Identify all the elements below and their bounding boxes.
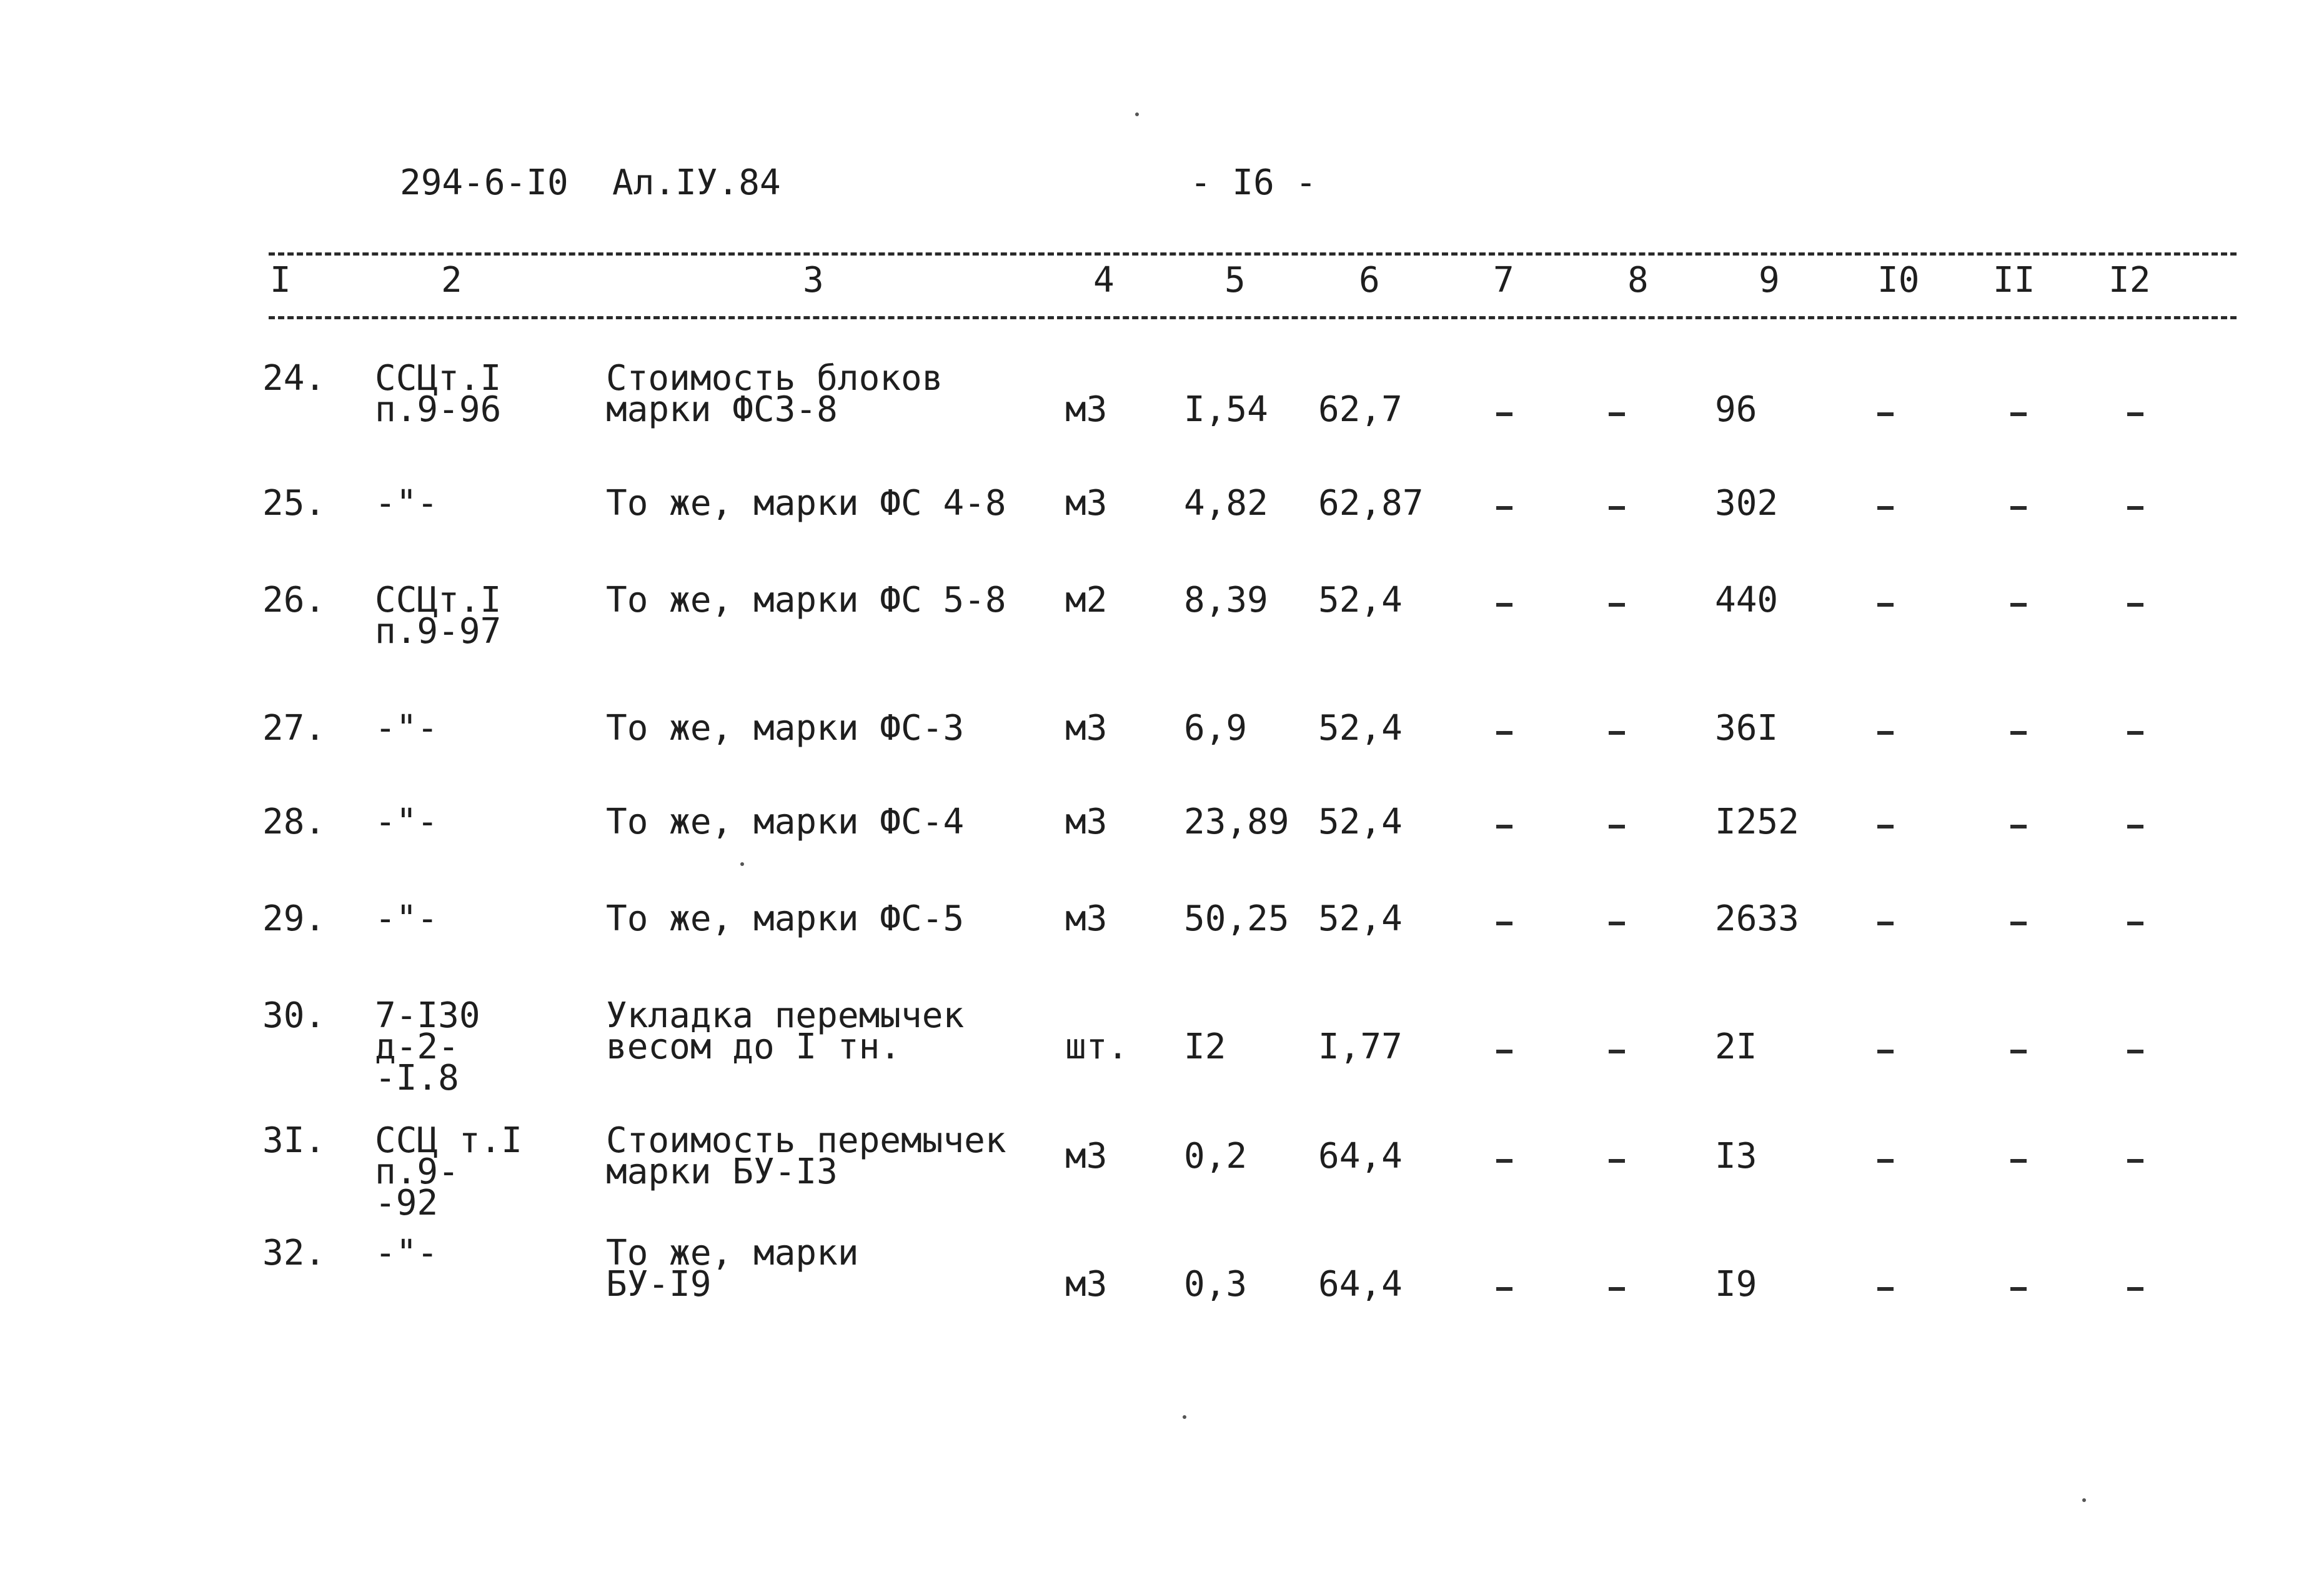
empty-dash-c7: [1496, 603, 1512, 607]
empty-dash-c11: [2010, 1287, 2027, 1291]
total-cost-cell: 2I: [1715, 1027, 1757, 1067]
quantity-cell: 23,89: [1184, 802, 1289, 842]
unit-price-cell: 62,7: [1318, 389, 1403, 430]
column-number: 6: [1359, 260, 1380, 301]
norm-reference: -"-: [375, 898, 439, 939]
row-number: 25.: [262, 483, 326, 524]
empty-dash-c8: [1609, 922, 1625, 925]
column-number: I0: [1877, 260, 1920, 301]
empty-dash-c7: [1496, 1159, 1512, 1163]
quantity-cell: 0,2: [1184, 1136, 1248, 1177]
empty-dash-c12: [2127, 1287, 2143, 1291]
quantity-cell: 6,9: [1184, 708, 1248, 749]
norm-reference: п.9-96: [375, 389, 502, 430]
empty-dash-c11: [2010, 603, 2027, 607]
norm-reference: -"-: [375, 802, 439, 842]
norm-reference: -"-: [375, 483, 439, 524]
norm-reference: ССЦ т.I: [375, 1120, 523, 1161]
row-number: 30.: [262, 995, 326, 1036]
unit-price-cell: I,77: [1318, 1027, 1403, 1067]
row-number: 24.: [262, 358, 326, 399]
empty-dash-c12: [2127, 731, 2143, 735]
column-number: I2: [2108, 260, 2151, 301]
empty-dash-c12: [2127, 1050, 2143, 1053]
header-top-rule: [269, 252, 2237, 256]
total-cost-cell: 36I: [1715, 708, 1779, 749]
empty-dash-c8: [1609, 731, 1625, 735]
work-description: То же, марки ФС 5-8: [606, 580, 1006, 620]
row-number: 26.: [262, 580, 326, 620]
column-number: 3: [803, 260, 824, 301]
empty-dash-c10: [1877, 1287, 1894, 1291]
unit-cell: шт.: [1065, 1027, 1129, 1067]
column-number: 8: [1627, 260, 1649, 301]
unit-cell: м3: [1065, 802, 1108, 842]
unit-price-cell: 64,4: [1318, 1136, 1403, 1177]
empty-dash-c10: [1877, 1050, 1894, 1053]
empty-dash-c8: [1609, 1050, 1625, 1053]
total-cost-cell: 302: [1715, 483, 1779, 524]
unit-cell: м3: [1065, 1264, 1108, 1305]
quantity-cell: 0,3: [1184, 1264, 1248, 1305]
unit-price-cell: 64,4: [1318, 1264, 1403, 1305]
quantity-cell: I2: [1184, 1027, 1226, 1067]
row-number: 32.: [262, 1233, 326, 1273]
norm-reference: 7-I30: [375, 995, 480, 1036]
norm-reference: -92: [375, 1183, 439, 1223]
work-description: БУ-I9: [606, 1264, 712, 1305]
empty-dash-c8: [1609, 412, 1625, 416]
empty-dash-c10: [1877, 825, 1894, 828]
empty-dash-c10: [1877, 922, 1894, 925]
work-description: марки БУ-I3: [606, 1152, 838, 1192]
empty-dash-c7: [1496, 506, 1512, 510]
unit-price-cell: 52,4: [1318, 580, 1403, 620]
row-number: 28.: [262, 802, 326, 842]
empty-dash-c11: [2010, 922, 2027, 925]
norm-reference: д-2-: [375, 1027, 459, 1067]
quantity-cell: 8,39: [1184, 580, 1268, 620]
unit-cell: м3: [1065, 1136, 1108, 1177]
work-description: То же, марки ФС-5: [606, 898, 965, 939]
norm-reference: -"-: [375, 1233, 439, 1273]
norm-reference: ССЦт.I: [375, 358, 502, 399]
empty-dash-c8: [1609, 825, 1625, 828]
unit-price-cell: 52,4: [1318, 898, 1403, 939]
norm-reference: п.9-97: [375, 611, 502, 652]
column-number: 7: [1493, 260, 1514, 301]
work-description: То же, марки ФС 4-8: [606, 483, 1006, 524]
norm-reference: п.9-: [375, 1152, 459, 1192]
album-reference: Ал.IУ.84: [612, 162, 781, 203]
unit-price-cell: 52,4: [1318, 708, 1403, 749]
work-description: То же, марки ФС-3: [606, 708, 965, 749]
column-number: 4: [1093, 260, 1115, 301]
empty-dash-c12: [2127, 922, 2143, 925]
quantity-cell: I,54: [1184, 389, 1268, 430]
empty-dash-c10: [1877, 603, 1894, 607]
empty-dash-c7: [1496, 1287, 1512, 1291]
total-cost-cell: 440: [1715, 580, 1779, 620]
document-code: 294-6-I0: [400, 162, 569, 203]
total-cost-cell: I252: [1715, 802, 1799, 842]
norm-reference: ССЦт.I: [375, 580, 502, 620]
unit-cell: м3: [1065, 483, 1108, 524]
total-cost-cell: 2633: [1715, 898, 1799, 939]
empty-dash-c10: [1877, 731, 1894, 735]
unit-cell: м3: [1065, 708, 1108, 749]
empty-dash-c11: [2010, 825, 2027, 828]
header-bottom-rule: [269, 316, 2237, 319]
unit-price-cell: 52,4: [1318, 802, 1403, 842]
scan-speck: [1135, 112, 1139, 116]
empty-dash-c7: [1496, 731, 1512, 735]
row-number: 29.: [262, 898, 326, 939]
empty-dash-c12: [2127, 825, 2143, 828]
empty-dash-c12: [2127, 506, 2143, 510]
row-number: 27.: [262, 708, 326, 749]
total-cost-cell: I3: [1715, 1136, 1757, 1177]
empty-dash-c10: [1877, 506, 1894, 510]
quantity-cell: 4,82: [1184, 483, 1268, 524]
empty-dash-c12: [2127, 412, 2143, 416]
column-number: 2: [441, 260, 462, 301]
norm-reference: -"-: [375, 708, 439, 749]
work-description: Укладка перемычек: [606, 995, 965, 1036]
empty-dash-c11: [2010, 731, 2027, 735]
work-description: То же, марки: [606, 1233, 859, 1273]
empty-dash-c7: [1496, 412, 1512, 416]
column-number: I: [270, 260, 291, 301]
column-number: 9: [1759, 260, 1780, 301]
empty-dash-c12: [2127, 603, 2143, 607]
total-cost-cell: 96: [1715, 389, 1757, 430]
work-description: То же, марки ФС-4: [606, 802, 965, 842]
scan-speck: [2082, 1498, 2086, 1502]
empty-dash-c8: [1609, 1159, 1625, 1163]
empty-dash-c8: [1609, 1287, 1625, 1291]
work-description: весом до I тн.: [606, 1027, 901, 1067]
empty-dash-c11: [2010, 1050, 2027, 1053]
row-number: 3I.: [262, 1120, 326, 1161]
column-number: II: [1993, 260, 2035, 301]
empty-dash-c11: [2010, 506, 2027, 510]
empty-dash-c8: [1609, 603, 1625, 607]
norm-reference: -I.8: [375, 1058, 459, 1098]
empty-dash-c7: [1496, 1050, 1512, 1053]
unit-cell: м2: [1065, 580, 1108, 620]
work-description: Стоимость блоков: [606, 358, 943, 399]
quantity-cell: 50,25: [1184, 898, 1289, 939]
empty-dash-c10: [1877, 412, 1894, 416]
total-cost-cell: I9: [1715, 1264, 1757, 1305]
unit-price-cell: 62,87: [1318, 483, 1424, 524]
empty-dash-c7: [1496, 825, 1512, 828]
empty-dash-c12: [2127, 1159, 2143, 1163]
empty-dash-c8: [1609, 506, 1625, 510]
scan-speck: [1183, 1415, 1186, 1419]
empty-dash-c11: [2010, 1159, 2027, 1163]
work-description: марки ФС3-8: [606, 389, 838, 430]
empty-dash-c11: [2010, 412, 2027, 416]
page-number: - I6 -: [1190, 162, 1317, 203]
scan-speck: [740, 862, 744, 866]
unit-cell: м3: [1065, 389, 1108, 430]
work-description: Стоимость перемычек: [606, 1120, 1006, 1161]
empty-dash-c7: [1496, 922, 1512, 925]
column-number: 5: [1224, 260, 1246, 301]
unit-cell: м3: [1065, 898, 1108, 939]
empty-dash-c10: [1877, 1159, 1894, 1163]
